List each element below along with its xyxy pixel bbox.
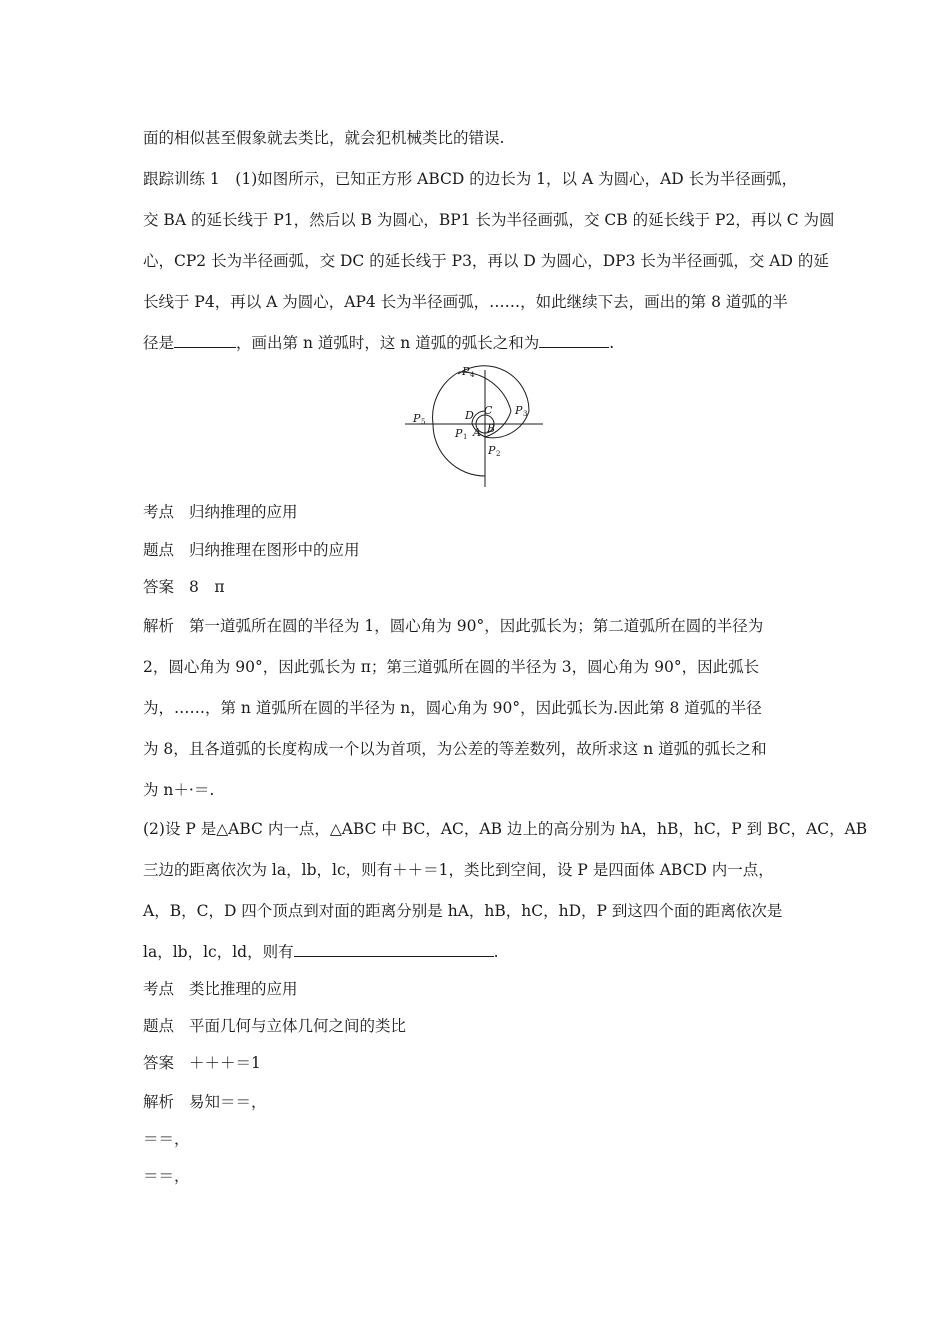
label-b: B: [487, 422, 496, 435]
label-p2-sub: 2: [496, 450, 501, 458]
text-line: 为，……，第 n 道弧所在圆的半径为 n，圆心角为 90°，因此弧长为.因此第 8 道弧的半径: [143, 699, 762, 717]
text-line: 面的相似甚至假象就去类比，就会犯机械类比的错误.: [143, 129, 505, 147]
label-analysis: 解析: [143, 1093, 175, 1111]
label-p2: P: [488, 444, 496, 457]
text-segment: 径是: [143, 334, 175, 352]
label-d: D: [465, 409, 474, 422]
text-line: 跟踪训练 1 (1)如图所示，已知正方形 ABCD 的边长为 1，以 A 为圆心，AD 长为半径画弧，: [143, 170, 798, 188]
answer-blank: [294, 941, 494, 957]
label-p4-sub: 4: [470, 371, 475, 379]
answer-blank: [539, 332, 609, 348]
spiral-arc-figure: [400, 362, 550, 490]
arc-5: [433, 372, 459, 424]
label-kaodian: 考点: [143, 503, 175, 521]
label-answer: 答案: [143, 1054, 175, 1072]
label-analysis: 解析: [143, 617, 175, 635]
text-line: A，B，C，D 四个顶点到对面的距离分别是 hA，hB，hC，hD，P 到这四个面的距离依次是: [143, 902, 783, 920]
label-kaodian: 考点: [143, 980, 175, 998]
label-tidian: 题点: [143, 541, 175, 559]
answer-text: 8 π: [189, 578, 225, 596]
text-segment: .: [493, 943, 499, 961]
tidian-line: [143, 1014, 406, 1038]
analysis-text: 第一道弧所在圆的半径为 1，圆心角为 90°，因此弧长为；第二道弧所在圆的半径为: [189, 617, 764, 635]
label-p4: P: [462, 365, 470, 378]
answer-blank: [174, 332, 236, 348]
analysis-text: 易知＝＝，: [189, 1093, 267, 1111]
answer-line: [143, 1051, 261, 1075]
text-line: 三边的距离依次为 la，lb，lc，则有＋＋＝1，类比到空间，设 P 是四面体 ABCD 内一点，: [143, 861, 774, 879]
label-p5: P: [413, 412, 421, 425]
label-p3: P: [515, 404, 523, 417]
kaodian-line: [143, 500, 298, 524]
text-line: (2)设 P 是△ABC 内一点，△ABC 中 BC，AC，AB 边上的高分别为 hA，hB，hC，P 到 BC，AC，AB: [143, 820, 868, 838]
text-line: 交 BA 的延长线于 P1，然后以 B 为圆心，BP1 长为半径画弧，交 CB 的延长线于 P2，再以 C 为圆: [143, 211, 835, 229]
label-c: C: [484, 404, 493, 417]
tidian-text: 归纳推理在图形中的应用: [189, 541, 360, 559]
label-tidian: 题点: [143, 1017, 175, 1035]
text-line: [143, 331, 614, 355]
kaodian-text: 归纳推理的应用: [189, 503, 298, 521]
kaodian-line: [143, 977, 298, 1001]
text-segment: .: [609, 334, 615, 352]
text-line: 2，圆心角为 90°，因此弧长为 π；第三道弧所在圆的半径为 3，圆心角为 90°，因此弧长: [143, 658, 760, 676]
text-line: ＝＝，: [143, 1130, 190, 1148]
analysis-line: [143, 614, 763, 638]
text-line: 为 8，且各道弧的长度构成一个以为首项，为公差的等差数列，故所求这 n 道弧的弧长之和: [143, 740, 767, 758]
label-p5-sub: 5: [421, 418, 426, 426]
label-answer: 答案: [143, 578, 175, 596]
text-line: 长线于 P4，再以 A 为圆心，AP4 长为半径画弧，……，如此继续下去，画出的第 8 道弧的半: [143, 293, 788, 311]
label-p3-sub: 3: [523, 410, 528, 418]
text-line: [143, 940, 499, 964]
tidian-line: [143, 538, 360, 562]
answer-text: ＋＋＋＝1: [189, 1054, 261, 1072]
text-line: 心，CP2 长为半径画弧，交 DC 的延长线于 P3，再以 D 为圆心，DP3 长为半径画弧，交 AD 的延: [143, 252, 829, 270]
text-segment: ，画出第 n 道弧时，这 n 道弧的弧长之和为: [236, 334, 540, 352]
tidian-text: 平面几何与立体几何之间的类比: [189, 1017, 407, 1035]
analysis-line: [143, 1090, 267, 1114]
answer-line: [143, 575, 225, 599]
label-p1: P: [455, 427, 463, 440]
kaodian-text: 类比推理的应用: [189, 980, 298, 998]
text-line: ＝＝，: [143, 1167, 190, 1185]
text-line: 为 n＋·＝.: [143, 781, 215, 799]
label-p1-sub: 1: [463, 433, 468, 441]
text-segment: la，lb，lc，ld，则有: [143, 943, 294, 961]
label-a: A: [473, 426, 481, 439]
